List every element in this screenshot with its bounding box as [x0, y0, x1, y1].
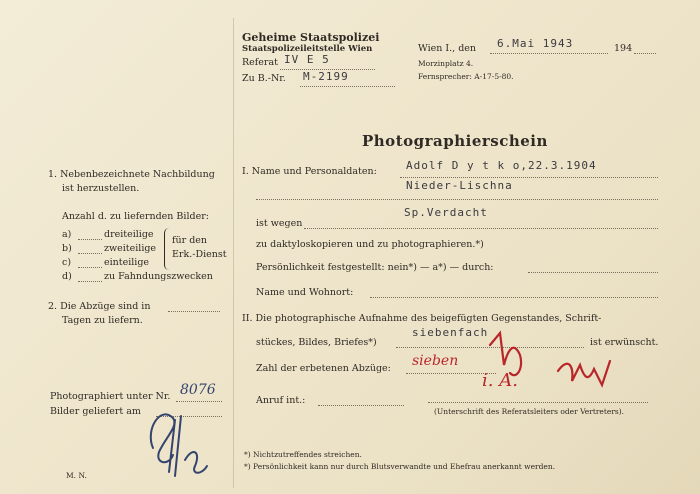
section1-place: Nieder-Lischna	[406, 179, 513, 192]
count-label: Anzahl d. zu liefernden Bilder:	[62, 211, 209, 222]
section2-line2a: stückes, Bildes, Briefes*)	[256, 337, 377, 348]
residence-label: Name und Wohnort:	[256, 287, 354, 298]
left-item2-line2: Tagen zu liefern.	[62, 315, 143, 326]
red-initials: i. A.	[482, 370, 518, 391]
identity-line	[528, 272, 658, 273]
photographed-value: 8076	[180, 382, 216, 398]
left-item1-line2: ist herzustellen.	[62, 183, 140, 194]
brace-label-2: Erk.-Dienst	[172, 249, 227, 260]
bnr-value: M-2199	[303, 70, 349, 83]
referat-value: IV E 5	[284, 53, 330, 66]
section1-line2	[256, 199, 658, 200]
opt-d-line	[78, 281, 102, 282]
opt-c-line	[78, 267, 102, 268]
bnr-line	[300, 86, 395, 87]
item2-line	[168, 311, 220, 312]
opt-c-letter: c)	[62, 257, 72, 268]
year-line	[634, 53, 656, 54]
place-label: Wien I., den	[418, 43, 477, 54]
opt-d-letter: d)	[62, 271, 72, 282]
reason-value: Sp.Verdacht	[404, 206, 488, 219]
date-value: 6.Mai 1943	[497, 37, 574, 50]
left-item2-line1: 2. Die Abzüge sind in	[48, 301, 151, 312]
date-line	[490, 53, 608, 54]
identity-label: Persönlichkeit festgestellt: nein*) — a*) — durch:	[256, 262, 494, 273]
form-title: Photographierschein	[362, 132, 548, 150]
opt-a-letter: a)	[62, 229, 72, 240]
opt-a-line	[78, 239, 102, 240]
section2-line1: II. Die photographische Aufnahme des beigefügten Gegenstandes, Schrift-	[242, 313, 602, 324]
copies-label: Zahl der erbetenen Abzüge:	[256, 363, 391, 374]
section2-value: siebenfach	[412, 326, 489, 339]
org-name: Geheime Staatspolizei	[242, 31, 380, 44]
opt-b-line	[78, 253, 102, 254]
delivered-label: Bilder geliefert am	[50, 406, 141, 417]
copies-handwritten: sieben	[412, 353, 459, 369]
brace-label-1: für den	[172, 235, 208, 246]
blue-signature	[135, 400, 215, 485]
opt-c-label: einteilige	[104, 257, 150, 268]
signature-line	[428, 402, 648, 403]
photographed-label: Photographiert unter Nr.	[50, 391, 171, 402]
footnote-1: *) Nichtzutreffendes streichen.	[244, 450, 362, 459]
left-item1-line1: 1. Nebenbezeichnete Nachbildung	[48, 169, 215, 180]
section1-line1	[400, 177, 658, 178]
red-signature	[470, 325, 620, 405]
opt-b-label: zweiteilige	[104, 243, 157, 254]
opt-a-label: dreiteilige	[104, 229, 154, 240]
residence-line	[370, 297, 658, 298]
opt-d-label: zu Fahndungszwecken	[104, 271, 213, 282]
fold-line	[233, 18, 234, 488]
signature-caption: (Unterschrift des Referatsleiters oder Vertreters).	[434, 407, 625, 416]
footnote-2: *) Persönlichkeit kann nur durch Blutsverwandte und Ehefrau anerkannt werden.	[244, 462, 556, 471]
call-line	[318, 405, 404, 406]
bnr-label: Zu B.-Nr.	[242, 73, 286, 84]
opt-b-letter: b)	[62, 243, 72, 254]
purpose-text: zu daktyloskopieren und zu photographieren.*)	[256, 239, 484, 250]
office-name: Staatspolizeileitstelle Wien	[242, 44, 373, 54]
brace	[164, 228, 169, 270]
referat-label: Referat	[242, 57, 278, 68]
address: Morzinplatz 4.	[418, 59, 474, 68]
footer-code: M. N.	[66, 471, 87, 480]
reason-label: ist wegen	[256, 218, 303, 229]
year-prefix: 194	[614, 43, 633, 54]
section1-name: Adolf D y t k o,22.3.1904	[406, 159, 597, 172]
call-label: Anruf int.:	[256, 395, 306, 406]
phone: Fernsprecher: A-17-5-80.	[418, 72, 514, 81]
reason-line	[304, 228, 658, 229]
section1-label: I. Name und Personaldaten:	[242, 166, 377, 177]
section2-line2b: ist erwünscht.	[590, 337, 659, 348]
